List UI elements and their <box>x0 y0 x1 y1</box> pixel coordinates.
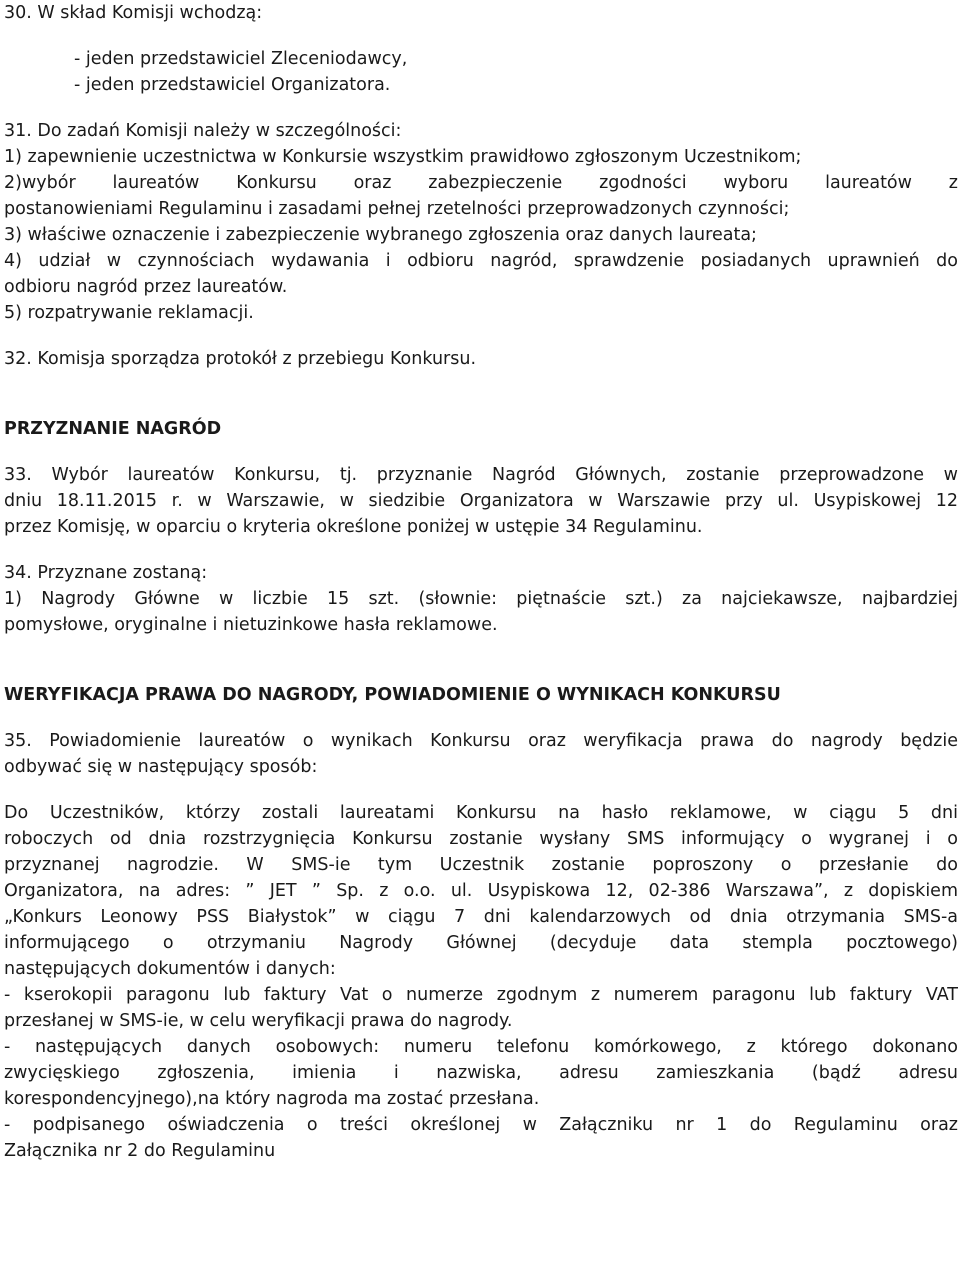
body-line: przyznanej nagrodzie. W SMS-ie tym Uczestnik zostanie poproszony o przesłanie do <box>4 855 958 875</box>
section-33-line: przez Komisję, w oparciu o kryteria określone poniżej w ustępie 34 Regulaminu. <box>4 517 703 537</box>
body-line: - następujących danych osobowych: numeru telefonu komórkowego, z którego dokonano <box>4 1037 958 1057</box>
section-31-line: 1) zapewnienie uczestnictwa w Konkursie wszystkim prawidłowo zgłoszonym Uczestnikom; <box>4 147 802 167</box>
body-line: przesłanej w SMS-ie, w celu weryfikacji prawa do nagrody. <box>4 1011 513 1031</box>
section-34-line: pomysłowe, oryginalne i nietuzinkowe hasła reklamowe. <box>4 615 498 635</box>
body-line: następujących dokumentów i danych: <box>4 959 336 979</box>
section-30-item: - jeden przedstawiciel Organizatora. <box>74 75 391 95</box>
section-31-line: 5) rozpatrywanie reklamacji. <box>4 303 254 323</box>
section-35-line: 35. Powiadomienie laureatów o wynikach Konkursu oraz weryfikacja prawa do nagrody będzie <box>4 731 958 751</box>
section-35-line: odbywać się w następujący sposób: <box>4 757 318 777</box>
section-30-title: 30. W skład Komisji wchodzą: <box>4 3 263 23</box>
section-31-line: postanowieniami Regulaminu i zasadami pełnej rzetelności przeprowadzonych czynności; <box>4 199 790 219</box>
body-line: - podpisanego oświadczenia o treści określonej w Załączniku nr 1 do Regulaminu oraz <box>4 1115 958 1135</box>
section-32: 32. Komisja sporządza protokół z przebiegu Konkursu. <box>4 349 477 369</box>
body-line: Załącznika nr 2 do Regulaminu <box>4 1141 276 1161</box>
section-34-line: 34. Przyznane zostaną: <box>4 563 208 583</box>
body-line: Organizatora, na adres: ” JET ” Sp. z o.o. ul. Usypiskowa 12, 02-386 Warszawa”, z dopiskiem <box>4 881 958 901</box>
body-line: roboczych od dnia rozstrzygnięcia Konkursu zostanie wysłany SMS informujący o wygranej i o <box>4 829 958 849</box>
body-line: informującego o otrzymaniu Nagrody Głównej (decyduje data stempla pocztowego) <box>4 933 958 953</box>
heading-prizes: PRZYZNANIE NAGRÓD <box>4 419 222 439</box>
heading-verification: WERYFIKACJA PRAWA DO NAGRODY, POWIADOMIENIE O WYNIKACH KONKURSU <box>4 685 781 705</box>
body-line: korespondencyjnego),na który nagroda ma zostać przesłana. <box>4 1089 540 1109</box>
section-31-line: 2)wybór laureatów Konkursu oraz zabezpieczenie zgodności wyboru laureatów z <box>4 173 958 193</box>
body-line: Do Uczestników, którzy zostali laureatami Konkursu na hasło reklamowe, w ciągu 5 dni <box>4 803 958 823</box>
section-31-line: 3) właściwe oznaczenie i zabezpieczenie wybranego zgłoszenia oraz danych laureata; <box>4 225 757 245</box>
body-line: - kserokopii paragonu lub faktury Vat o numerze zgodnym z numerem paragonu lub faktury VAT <box>4 985 958 1005</box>
section-31-line: 4) udział w czynnościach wydawania i odbioru nagród, sprawdzenie posiadanych uprawnień do <box>4 251 958 271</box>
body-line: zwycięskiego zgłoszenia, imienia i nazwiska, adresu zamieszkania (bądź adresu <box>4 1063 958 1083</box>
section-30-item: - jeden przedstawiciel Zleceniodawcy, <box>74 49 408 69</box>
section-31-line: odbioru nagród przez laureatów. <box>4 277 288 297</box>
body-line: „Konkurs Leonowy PSS Białystok” w ciągu 7 dni kalendarzowych od dnia otrzymania SMS-a <box>4 907 958 927</box>
section-31-title: 31. Do zadań Komisji należy w szczególności: <box>4 121 402 141</box>
section-34-line: 1) Nagrody Główne w liczbie 15 szt. (słownie: piętnaście szt.) za najciekawsze, najbardziej <box>4 589 958 609</box>
regulation-document <box>4 0 958 1164</box>
section-33-line: dniu 18.11.2015 r. w Warszawie, w siedzibie Organizatora w Warszawie przy ul. Usypiskowej 12 <box>4 491 958 511</box>
section-33-line: 33. Wybór laureatów Konkursu, tj. przyznanie Nagród Głównych, zostanie przeprowadzone w <box>4 465 958 485</box>
